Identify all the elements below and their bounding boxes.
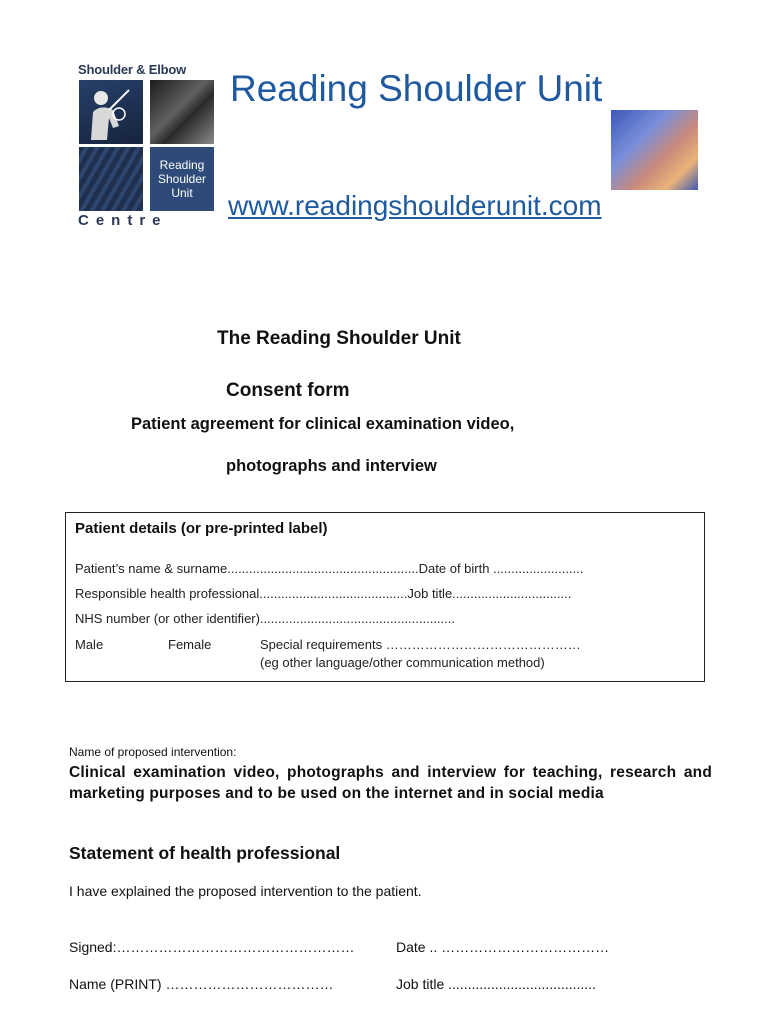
unit-heading: The Reading Shoulder Unit <box>217 328 461 349</box>
agreement-heading-line2: photographs and interview <box>226 457 437 475</box>
job-title-field[interactable]: Job title ...................................... <box>396 976 596 992</box>
nhs-number-field[interactable]: NHS number (or other identifier)...................................................... <box>75 611 455 626</box>
date-field[interactable]: Date .. ……………………………… <box>396 939 610 955</box>
intervention-label: Name of proposed intervention: <box>69 745 237 759</box>
website-link[interactable]: www.readingshoulderunit.com <box>228 190 602 221</box>
logo-bottom-text: Centre <box>78 212 168 229</box>
signed-field[interactable]: Signed:…………………………………………… <box>69 939 355 955</box>
patient-name-field[interactable]: Patient’s name & surname.....................................................Date of birth ......................... <box>75 561 584 576</box>
logo-tile-texture <box>79 147 143 211</box>
statement-text: I have explained the proposed intervention to the patient. <box>69 883 422 899</box>
logo-tile-line3: Unit <box>171 186 193 200</box>
agreement-heading-line1: Patient agreement for clinical examination video, <box>131 415 515 433</box>
special-requirements-field[interactable]: Special requirements ……………………………………… <box>260 637 581 652</box>
logo-tile-line2: Shoulder <box>157 172 207 186</box>
logo-tile-text <box>150 147 214 211</box>
patient-details-title: Patient details (or pre-printed label) <box>75 520 328 537</box>
consent-heading: Consent form <box>226 380 350 401</box>
special-requirements-note: (eg other language/other communication method) <box>260 655 545 670</box>
header-photo <box>611 110 698 190</box>
female-option[interactable]: Female <box>168 637 212 652</box>
intervention-text: Clinical examination video, photographs and interview for teaching, research and marketing purposes and to be used on the internet and in social media <box>69 764 712 802</box>
site-title: Reading Shoulder Unit <box>230 68 603 109</box>
logo-tile-line1: Reading <box>159 158 205 172</box>
figure-icon <box>79 80 143 144</box>
name-print-field[interactable]: Name (PRINT) ……………………………… <box>69 976 334 992</box>
male-option[interactable]: Male <box>75 637 104 652</box>
logo-tile-figure <box>79 80 143 144</box>
health-professional-field[interactable]: Responsible health professional.........................................Job title................................. <box>75 586 572 601</box>
logo-top-text: Shoulder & Elbow <box>78 62 187 77</box>
logo-tile-shoulder <box>150 80 214 144</box>
statement-heading: Statement of health professional <box>69 843 341 863</box>
